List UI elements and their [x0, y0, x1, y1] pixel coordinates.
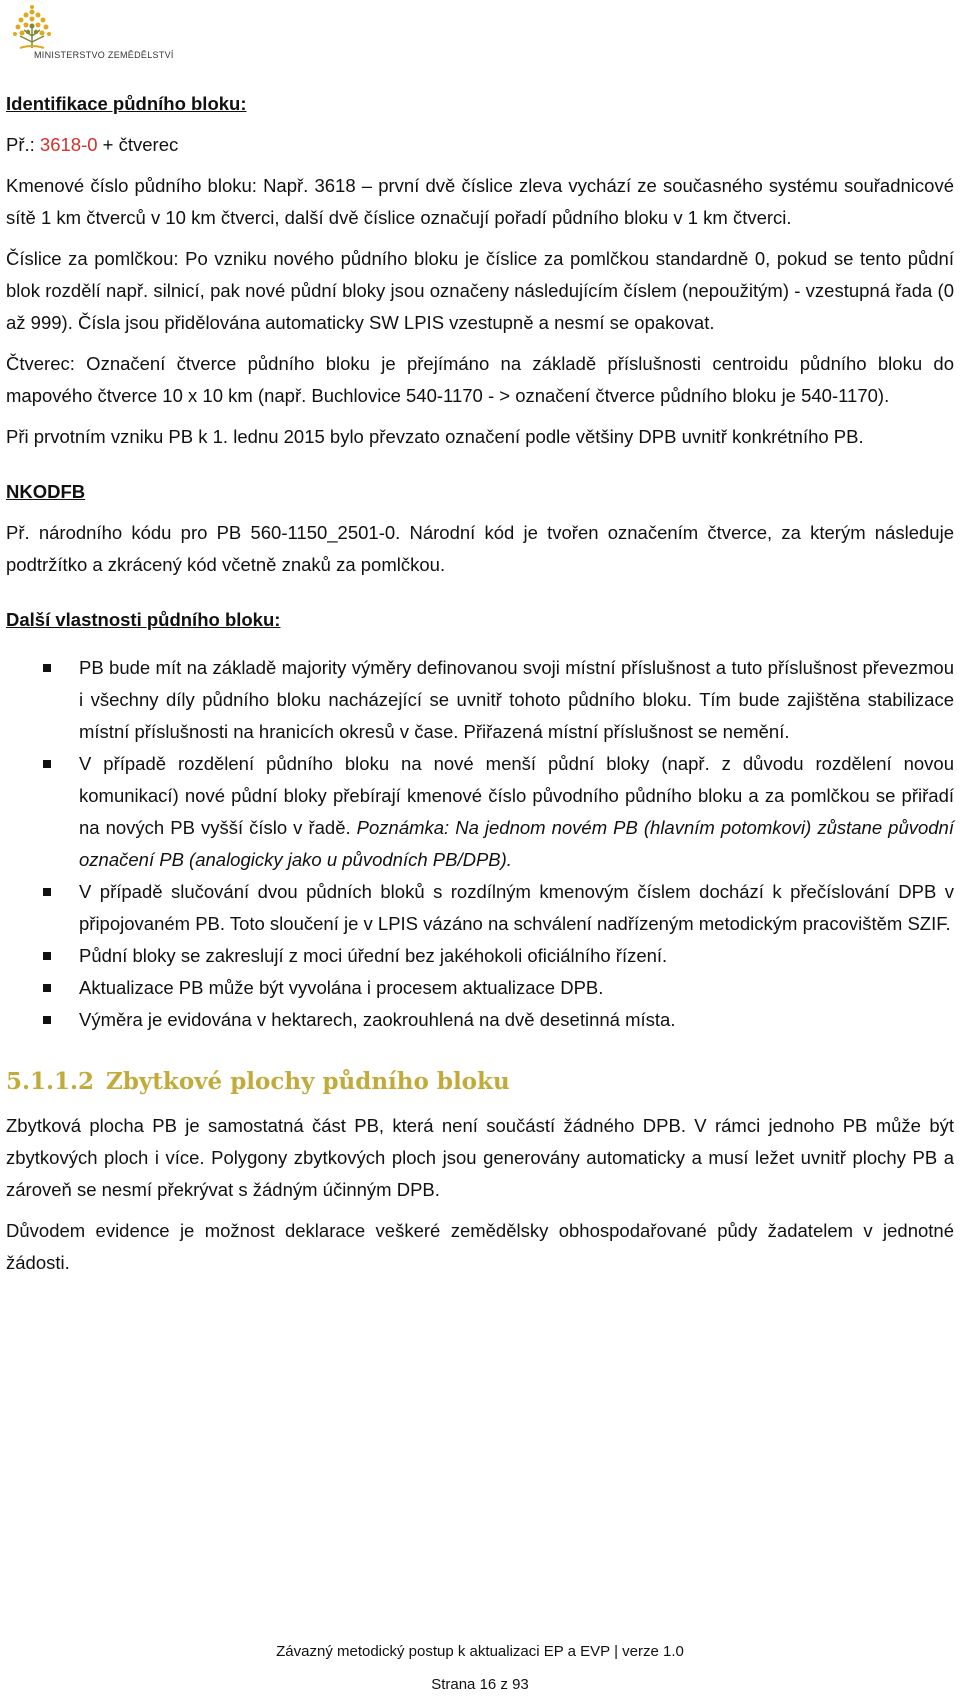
logo-text: MINISTERSTVO ZEMĚDĚLSTVÍ: [34, 50, 174, 60]
example-suffix: + čtverec: [97, 134, 179, 155]
footer-doc-title: Závazný metodický postup k aktualizaci EP a EVP | verze 1.0: [276, 1643, 684, 1660]
list-item: V případě slučování dvou půdních bloků s rozdílným kmenovým číslem dochází k přečíslování DPB v připojovaném PB. Toto sloučení je v LPIS vázáno na schválení nadřízeným metodickým pracovištěm SZIF.: [6, 876, 954, 940]
example-code: 3618-0: [39, 134, 98, 155]
example-prefix: Př.:: [6, 134, 40, 155]
list-item: Půdní bloky se zakreslují z moci úřední bez jakéhokoli oficiálního řízení.: [6, 940, 954, 972]
list-item: PB bude mít na základě majority výměry definovanou svoji místní příslušnost a tuto příslušnost převezmou i všechny díly půdního bloku nacházející se uvnitř tohoto půdního bloku. Tím bude zajištěna stabilizace místní příslušnosti na hranicích okresů v čase. Přiřazená místní příslušnost se nemění.: [6, 652, 954, 748]
list-item: Výměra je evidována v hektarech, zaokrouhlená na dvě desetinná místa.: [6, 1004, 954, 1036]
paragraph-square: Čtverec: Označení čtverce půdního bloku je přejímáno na základě příslušnosti centroidu půdního bloku do mapového čtverce 10 x 10 km (např. Buchlovice 540-1170 - > označení čtverce půdního bloku je 540-1170).: [6, 353, 954, 406]
paragraph-suffix-digits: Číslice za pomlčkou: Po vzniku nového půdního bloku je číslice za pomlčkou standardně 0, pokud se tento půdní blok rozdělí např. silnicí, pak nové půdní bloky jsou označeny následujícím číslem (nepoužitým) - vzestupná řada (0 až 999). Čísla jsou přidělována automaticky SW LPIS vzestupně a nesmí se opakovat.: [6, 248, 954, 333]
paragraph-initial-creation: Při prvotním vzniku PB k 1. lednu 2015 bylo převzato označení podle většiny DPB uvnitř konkrétního PB.: [6, 426, 864, 447]
paragraph-evidence-reason: Důvodem evidence je možnost deklarace veškeré zemědělsky obhospodařované půdy žadatelem v jednotné žádosti.: [6, 1220, 954, 1273]
footer-page-number: Strana 16 z 93: [431, 1676, 529, 1693]
heading-further-properties: Další vlastnosti půdního bloku:: [6, 609, 281, 630]
section-number: 5.1.1.2: [6, 1068, 95, 1095]
example-line: [6, 129, 954, 161]
paragraph-national-code: Př. národního kódu pro PB 560-1150_2501-0. Národní kód je tvořen označením čtverce, za kterým následuje podtržítko a zkrácený kód včetně znaků za pomlčkou.: [6, 522, 954, 575]
properties-list: [6, 652, 954, 1036]
section-title: Zbytkové plochy půdního bloku: [106, 1068, 510, 1095]
heading-nkodfb: NKODFB: [6, 481, 86, 502]
list-item: Aktualizace PB může být vyvolána i procesem aktualizace DPB.: [6, 972, 954, 1004]
document-body: [6, 88, 954, 1288]
section-heading: [6, 1066, 954, 1098]
heading-identification: Identifikace půdního bloku:: [6, 93, 247, 114]
paragraph-residual-area: Zbytková plocha PB je samostatná část PB, která není součástí žádného DPB. V rámci jednoho PB může být zbytkových ploch i více. Polygony zbytkových ploch jsou generovány automaticky a musí ležet uvnitř plochy PB a zároveň se nesmí překrývat s žádným účinným DPB.: [6, 1115, 954, 1200]
note-text: Poznámka: Na jednom novém PB (hlavním potomkovi) zůstane původní označení PB (analogicky jako u původních PB/DPB).: [79, 817, 954, 870]
paragraph-stem-number: Kmenové číslo půdního bloku: Např. 3618 – první dvě číslice zleva vychází ze současného systému souřadnicové sítě 1 km čtverců v 10 km čtverci, další dvě číslice označují pořadí půdního bloku v 1 km čtverci.: [6, 175, 954, 228]
list-item: V případě rozdělení půdního bloku na nové menší půdní bloky (např. z důvodu rozdělení novou komunikací) nové půdní bloky přebírají kmenové číslo původního půdního bloku a za pomlčkou se přiřadí na nových PB vyšší číslo v řadě. Poznámka: Na jednom novém PB (hlavním potomkovi) zůstane původní označení PB (analogicky jako u původních PB/DPB).: [6, 748, 954, 876]
